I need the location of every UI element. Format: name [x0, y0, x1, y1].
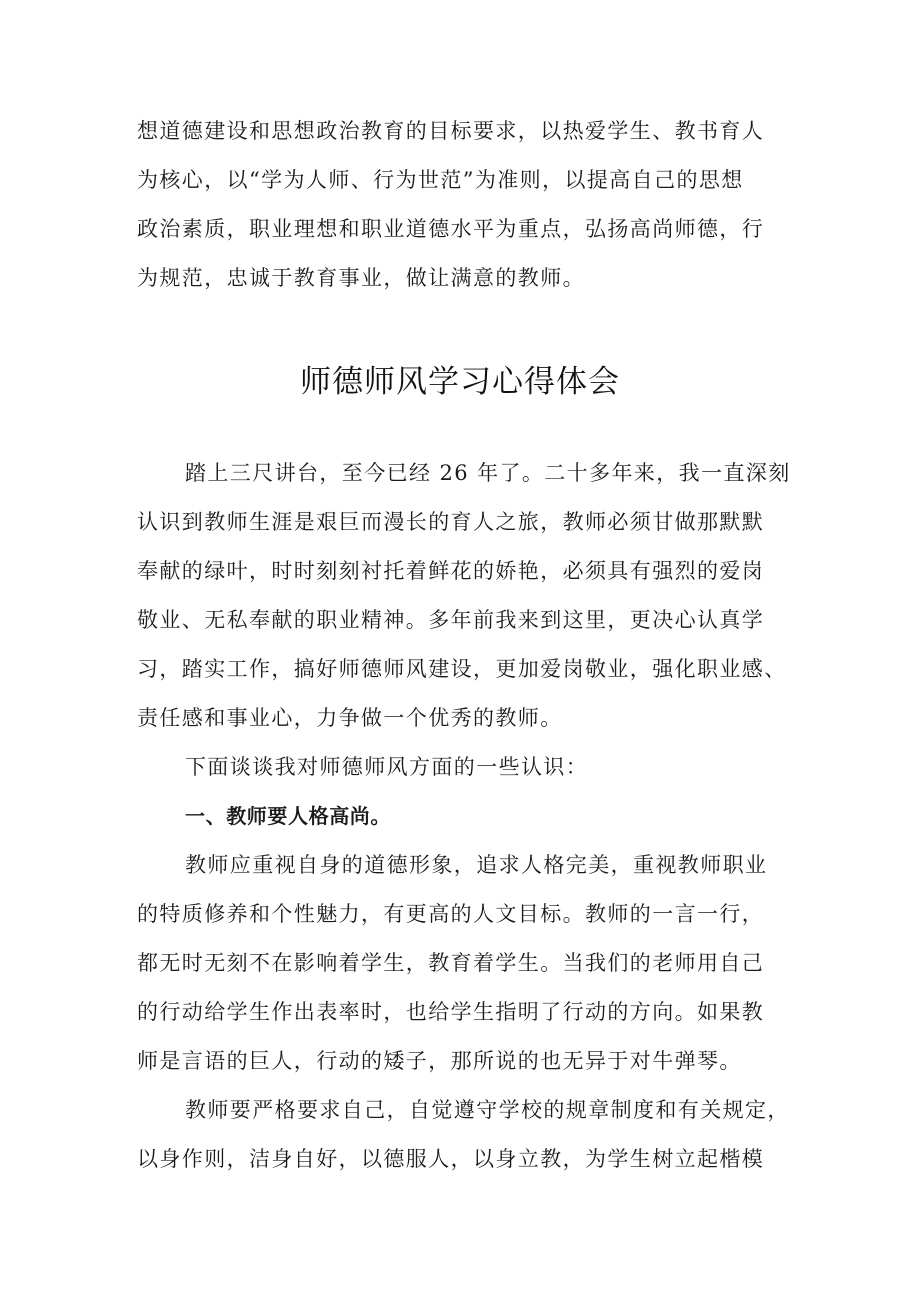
paragraph-line: 的特质修养和个性魅力，有更高的人文目标。教师的一言一行， — [137, 902, 765, 926]
paragraph-line: 教师应重视自身的道德形象，追求人格完美，重视教师职业 — [185, 853, 768, 877]
paragraph-line: 下面谈谈我对师德师风方面的一些认识： — [185, 755, 589, 779]
intro-paragraph — [137, 107, 797, 303]
paragraph-line: 以身作则，洁身自好，以德服人，以身立教，为学生树立起楷模 — [137, 1147, 765, 1171]
document-title: 师德师风学习心得体会 — [300, 364, 620, 400]
section-heading: 一、教师要人格高尚。 — [185, 804, 391, 828]
paragraph-line: 踏上三尺讲台，至今已经 26 年了。二十多年来，我一直深刻 — [185, 461, 791, 485]
paragraph-line: 的行动给学生作出表率时，也给学生指明了行动的方向。如果教 — [137, 1000, 765, 1024]
intro-line: 政治素质，职业理想和职业道德水平为重点，弘扬高尚师德，行 — [137, 217, 765, 241]
paragraph-line: 认识到教师生涯是艰巨而漫长的育人之旅，教师必须甘做那默默 — [137, 510, 765, 534]
intro-line: 为核心，以“学为人师、行为世范”为准则，以提高自己的思想 — [137, 168, 744, 192]
paragraph-line: 教师要严格要求自己，自觉遵守学校的规章制度和有关规定， — [185, 1098, 790, 1122]
paragraph-line: 责任感和事业心，力争做一个优秀的教师。 — [137, 706, 563, 730]
paragraph-line: 习，踏实工作，搞好师德师风建设，更加爱岗敬业，强化职业感、 — [137, 657, 787, 681]
paragraph-line: 奉献的绿叶，时时刻刻衬托着鲜花的娇艳，必须具有强烈的爱岗 — [137, 559, 765, 583]
paragraph-line: 师是言语的巨人，行动的矮子，那所说的也无异于对牛弹琴。 — [137, 1049, 742, 1073]
paragraph-line: 都无时无刻不在影响着学生，教育着学生。当我们的老师用自己 — [137, 951, 765, 975]
body-text — [137, 449, 797, 1184]
intro-line: 想道德建设和思想政治教育的目标要求，以热爱学生、教书育人 — [137, 119, 765, 143]
paragraph-line: 敬业、无私奉献的职业精神。多年前我来到这里，更决心认真学 — [137, 608, 765, 632]
intro-line: 为规范，忠诚于教育事业，做让满意的教师。 — [137, 266, 585, 290]
